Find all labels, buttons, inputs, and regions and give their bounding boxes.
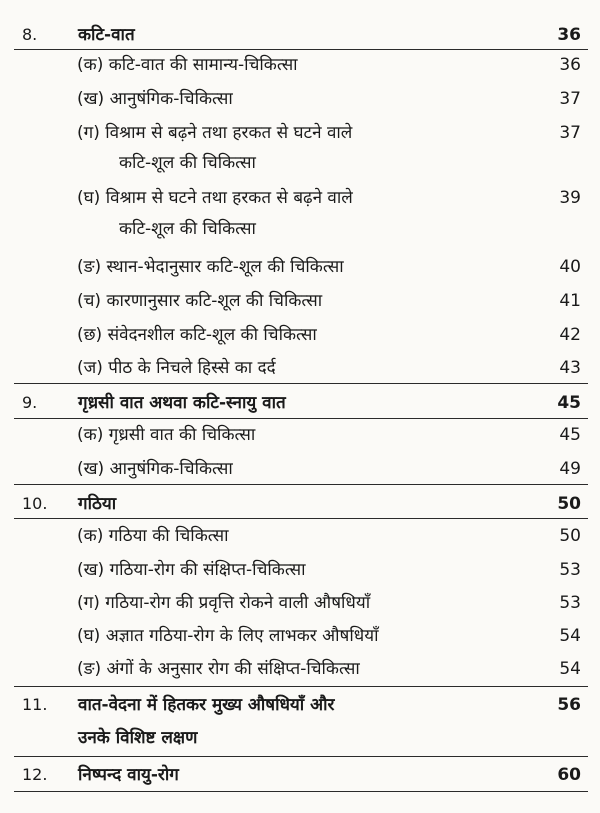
page-number: 53 (559, 593, 581, 613)
page-number: 39 (559, 188, 581, 208)
section-title: (ज) पीठ के निचले हिस्से का दर्द (77, 358, 276, 378)
page-number: 37 (559, 123, 581, 143)
divider (14, 756, 588, 757)
page-number: 60 (557, 765, 581, 785)
page-number: 56 (557, 695, 581, 715)
section-title: (घ) विश्राम से घटने तथा हरकत से बढ़ने वाले (77, 188, 353, 208)
page-number: 54 (559, 659, 581, 679)
divider (14, 518, 588, 519)
page-number: 45 (559, 425, 581, 445)
section-title: (ख) गठिया-रोग की संक्षिप्त-चिकित्सा (77, 560, 306, 580)
chapter-number: 12. (22, 765, 48, 784)
section-title-continued: कटि-शूल की चिकित्सा (119, 219, 256, 239)
section-title: (क) गृध्रसी वात की चिकित्सा (77, 425, 256, 445)
page-number: 37 (559, 89, 581, 109)
section-title-continued: कटि-शूल की चिकित्सा (119, 153, 256, 173)
page-number: 53 (559, 560, 581, 580)
section-title: (ङ) स्थान-भेदानुसार कटि-शूल की चिकित्सा (77, 257, 344, 277)
section-title: (छ) संवेदनशील कटि-शूल की चिकित्सा (77, 325, 317, 345)
section-title: (ख) आनुषंगिक-चिकित्सा (77, 459, 233, 479)
section-title: (क) कटि-वात की सामान्य-चिकित्सा (77, 55, 298, 75)
chapter-number: 9. (22, 393, 38, 412)
divider (14, 686, 588, 687)
chapter-title: वात-वेदना में हितकर मुख्य औषधियाँ और (78, 695, 335, 715)
section-title: (क) गठिया की चिकित्सा (77, 526, 229, 546)
page-number: 49 (559, 459, 581, 479)
divider (14, 418, 588, 419)
divider (14, 49, 588, 50)
divider (14, 484, 588, 485)
chapter-title: निष्पन्द वायु-रोग (78, 765, 179, 785)
chapter-number: 10. (22, 494, 48, 513)
page-number: 50 (559, 526, 581, 546)
section-title: (ग) गठिया-रोग की प्रवृत्ति रोकने वाली औषधियाँ (77, 593, 371, 613)
page-number: 43 (559, 358, 581, 378)
page-number: 54 (559, 626, 581, 646)
chapter-title: कटि-वात (78, 25, 135, 45)
chapter-title: गृध्रसी वात अथवा कटि-स्नायु वात (78, 393, 286, 413)
page-number: 50 (557, 494, 581, 514)
section-title: (च) कारणानुसार कटि-शूल की चिकित्सा (77, 291, 323, 311)
section-title: (ग) विश्राम से बढ़ने तथा हरकत से घटने वाले (77, 123, 353, 143)
chapter-title: गठिया (78, 494, 117, 514)
page-number: 36 (559, 55, 581, 75)
page-number: 36 (557, 25, 581, 45)
page-number: 40 (559, 257, 581, 277)
page-number: 42 (559, 325, 581, 345)
page-number: 41 (559, 291, 581, 311)
section-title: (घ) अज्ञात गठिया-रोग के लिए लाभकर औषधियाँ (77, 626, 379, 646)
divider (14, 383, 588, 384)
chapter-number: 8. (22, 25, 38, 44)
section-title: (ङ) अंगों के अनुसार रोग की संक्षिप्त-चिकित्सा (77, 659, 360, 679)
chapter-title-continued: उनके विशिष्ट लक्षण (78, 728, 198, 748)
chapter-number: 11. (22, 695, 48, 714)
divider (14, 791, 588, 792)
section-title: (ख) आनुषंगिक-चिकित्सा (77, 89, 233, 109)
page-number: 45 (557, 393, 581, 413)
